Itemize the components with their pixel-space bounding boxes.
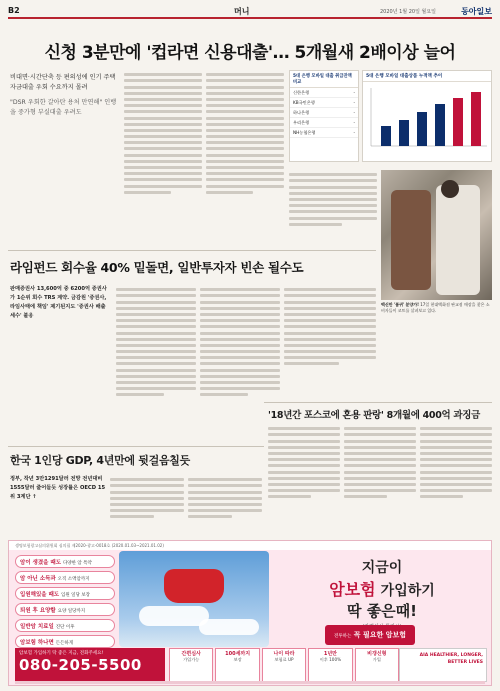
- lead-deck-line: 비대면·시간단축 등 편의성에 인기 주택자금대출 우회 수요까지 몰려: [10, 74, 116, 91]
- ad-benefit: 1년만 이후 100%: [308, 648, 352, 682]
- tagline-line: 딱 좋은때!: [346, 602, 418, 620]
- ad-feature: 일반암 치료일 진단 이후: [15, 619, 115, 632]
- trend-bar: [417, 112, 427, 146]
- bank-loan-table-title: 5대 은행 모바일 대출 취급잔액 비교: [290, 71, 358, 88]
- ad-product-seal: 전투하는 꼭 필요한 암보험: [325, 625, 415, 645]
- table-row: 우리은행 -: [290, 118, 358, 128]
- mobile-loan-trend-chart: [362, 70, 492, 162]
- divider: [8, 446, 264, 447]
- trend-chart-title: 5대 은행 모바일 대출상품 누적액 추이: [363, 71, 491, 82]
- ad-review-note: 생명보험광고심의위원회 심의필 제2020-광고-0018호 (2020.01.03~2021.01.02): [9, 541, 492, 550]
- aia-brand-logo: AIA HEALTHIER, LONGER, BETTER LIVES: [399, 648, 487, 682]
- issue-date: 2020년 1월 20일 월요일: [379, 9, 436, 15]
- story3-body-col-1: [110, 475, 184, 535]
- story2-body-col-3: [284, 285, 376, 400]
- table-row: 하나은행 -: [290, 108, 358, 118]
- ad-feature-list: [15, 555, 115, 651]
- trend-bar: [471, 92, 481, 146]
- tagline-line: 암보험: [329, 580, 376, 599]
- lead-headline: 신청 3분만에 '컵라면 신용대출'… 5개월새 2배이상 늘어: [44, 43, 456, 63]
- table-row: NH농협은행 -: [290, 128, 358, 138]
- ad-feature: 암보험 하나면 든든하게: [15, 635, 115, 648]
- story2-body-col-1: [116, 285, 196, 440]
- ad-feature: 퇴원 후 요양할 요양 일당까지: [15, 603, 115, 616]
- ad-tagline: [277, 557, 487, 630]
- trend-bar: [435, 104, 445, 146]
- news-photo-coats: [381, 170, 492, 300]
- section-name: 머니: [234, 7, 250, 16]
- photo-caption-title: 백신만 '품귀' 분양가!: [381, 302, 419, 307]
- photo-caption: [381, 302, 492, 313]
- photo-caption-text: 17일 현대백화점 판교점 매장을 찾은 소비자들이 코트를 살펴보고 있다.: [381, 302, 490, 313]
- story4-body-col-2: [344, 424, 416, 534]
- trend-bar: [381, 126, 391, 146]
- ad-feature: 암 아닌 소득과 오직 소액암까지: [15, 571, 115, 584]
- ad-phone-box[interactable]: [15, 648, 165, 682]
- story4-headline: '18년간 포스코에 혼용 판랑' 8개월에 400억 과징금: [268, 410, 481, 421]
- page-number: B2: [8, 6, 20, 15]
- bank-loan-table: [289, 70, 359, 162]
- story3-body-col-2: [188, 475, 262, 535]
- ad-fine-print: [15, 681, 485, 684]
- story2-headline: 라임펀드 회수율 40% 밑돌면, 일반투자자 빈손 될수도: [10, 260, 304, 275]
- trend-chart-graphic: [363, 82, 491, 154]
- story4-body-col-3: [420, 424, 492, 534]
- insurance-advertisement[interactable]: [8, 540, 492, 686]
- tagline-line: 가입하기: [380, 583, 435, 599]
- lead-body-col-1: [124, 70, 202, 250]
- ad-benefit: 100세까지 보장: [215, 648, 259, 682]
- lead-deck-line: "DSR 우회한 갈아탄 용처 만연해" 인뱅을 중가형 부실대출 우려도: [10, 99, 117, 116]
- ad-benefit: 비갱신형 가입: [355, 648, 399, 682]
- masthead: [8, 5, 492, 19]
- lead-body-col-3: [289, 170, 377, 250]
- trend-bar: [453, 98, 463, 146]
- skydivers-photo: [119, 551, 269, 647]
- table-row: KB국민은행 -: [290, 98, 358, 108]
- ad-benefit: 나이 따라 보험료 UP: [262, 648, 306, 682]
- ad-feature: 입원해있을 때도 입원 일당 보장: [15, 587, 115, 600]
- tagline-line: 지금이: [361, 560, 403, 576]
- phone-label: 암보험 가입하기 딱 좋은 지금, 전화주세요!: [19, 651, 104, 656]
- ad-feature: 암이 생겼을 때도 다양한 암 특약: [15, 555, 115, 568]
- lead-deck: [10, 73, 120, 123]
- trend-bar: [399, 120, 409, 146]
- story2-deck: 판매증권사 13,600억 중 6200억 증권사가 1순위 회수 TRS 계약. 금감원 '증권사, 라임사태에 책임' 제기된지도 '증권사 배출세수' 불응: [10, 286, 107, 319]
- story3-deck: 정부, 작년 3만1291달러 전망 전년대비 1555달러 줄어들듯 성장률은 OECD 15위 3계단 ↑: [10, 476, 106, 500]
- phone-number[interactable]: 080-205-5500: [19, 656, 142, 674]
- story4-body-col-1: [268, 424, 340, 534]
- ad-benefit: 간편심사 가입가능: [169, 648, 213, 682]
- ad-benefits: [169, 648, 399, 682]
- divider: [264, 402, 492, 403]
- table-row: 신한은행 -: [290, 88, 358, 98]
- paper-logo: 동아일보: [461, 7, 492, 16]
- lead-body-col-2: [206, 70, 284, 250]
- story3-headline: 한국 1인당 GDP, 4년만에 뒷걸음칠듯: [10, 454, 190, 467]
- divider: [8, 250, 376, 251]
